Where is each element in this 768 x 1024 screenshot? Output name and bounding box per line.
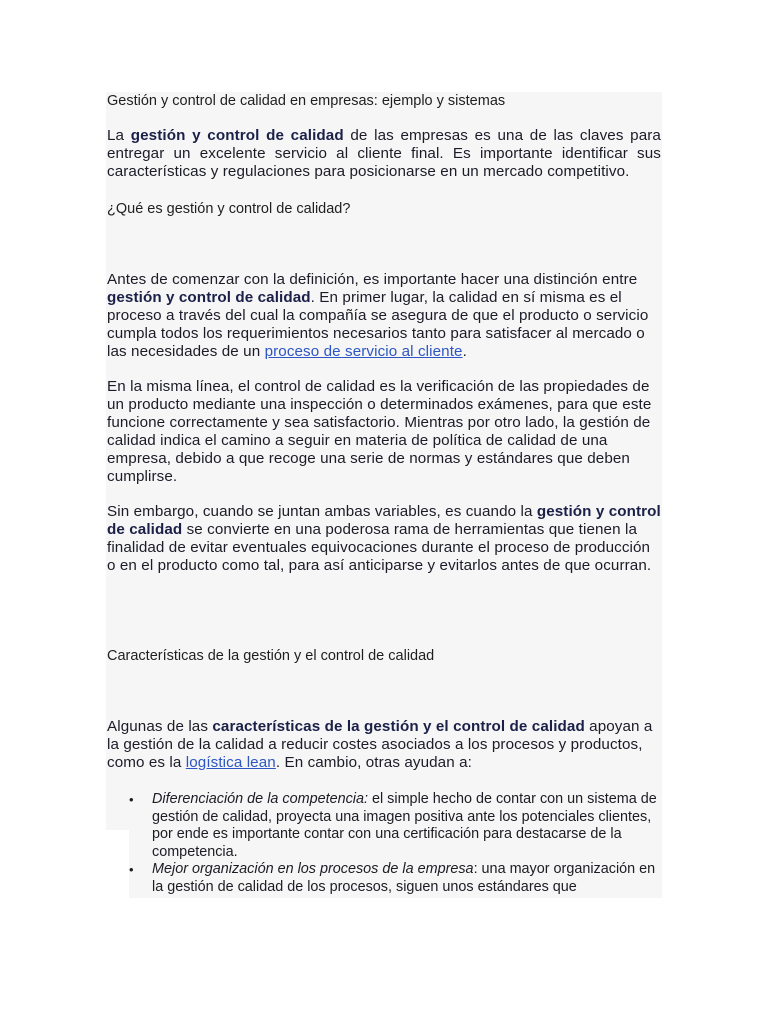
list-item-text: el simple hecho de contar con un sistema de gestión de calidad, proyecta una imagen positiva ante los potenciales clientes, por ende es importante contar con una certificación para destacarse de la competencia. bbox=[152, 791, 657, 860]
para3-bold: gestión y control de calidad bbox=[107, 503, 661, 538]
intro-bold: gestión y control de calidad bbox=[130, 127, 344, 144]
para1-bold: gestión y control de calidad bbox=[107, 289, 311, 306]
para4-text-1: Algunas de las bbox=[107, 718, 213, 735]
para4-text-2: apoyan a la gestión de la calidad a reducir costes asociados a los procesos y productos, como es la bbox=[107, 718, 653, 771]
list-item-term: Mejor organización en los procesos de la empresa bbox=[152, 861, 474, 877]
para3-text-1: Sin embargo, cuando se juntan ambas variables, es cuando la bbox=[107, 503, 537, 520]
customer-service-process-link[interactable]: proceso de servicio al cliente bbox=[264, 343, 463, 360]
list-item bbox=[152, 861, 662, 896]
characteristics-list bbox=[106, 791, 662, 896]
intro-text-2: de las empresas es una de las claves para entregar un excelente servicio al cliente final. Es importante identificar sus características y regulaciones para posicionarse en un mercado competitivo. bbox=[107, 127, 661, 180]
intro-text-1: La bbox=[107, 127, 131, 144]
para1-text-3: . bbox=[462, 343, 467, 360]
para4-text-3: . En cambio, otras ayudan a: bbox=[275, 754, 472, 771]
para1-text-2: . En primer lugar, la calidad en sí misma es el proceso a través del cual la compañía se asegura de que el producto o servicio cumpla todos los requerimientos necesarios tanto para satisfacer al mercado o las necesidades de un bbox=[107, 289, 649, 360]
characteristics-paragraph bbox=[107, 718, 655, 772]
lean-logistics-link[interactable]: logística lean bbox=[185, 754, 276, 771]
para4-bold: características de la gestión y el control de calidad bbox=[212, 718, 585, 735]
control-paragraph: En la misma línea, el control de calidad es la verificación de las propiedades de un producto mediante una inspección o determinados exámenes, para que este funcione correctamente y sea satisfactorio. Mientras por otro lado, la gestión de calidad indica el camino a seguir en materia de política de calidad de una empresa, debido a que recoge una serie de normas y estándares que deben cumplirse. bbox=[107, 378, 652, 485]
definition-paragraph bbox=[107, 271, 661, 361]
para1-text-1: Antes de comenzar con la definición, es importante hacer una distinción entre bbox=[107, 271, 638, 288]
section-heading-definition: ¿Qué es gestión y control de calidad? bbox=[107, 201, 351, 217]
section-heading-characteristics: Características de la gestión y el control de calidad bbox=[107, 648, 435, 664]
combined-paragraph bbox=[107, 503, 661, 575]
list-item-text: : una mayor organización en la gestión de calidad de los procesos, siguen unos estándares que bbox=[152, 861, 656, 895]
page-title: Gestión y control de calidad en empresas: ejemplo y sistemas bbox=[107, 93, 506, 109]
intro-paragraph bbox=[107, 127, 661, 181]
list-item bbox=[152, 791, 662, 861]
para3-text-2: se convierte en una poderosa rama de herramientas que tienen la finalidad de evitar eventuales equivocaciones durante el proceso de producción o en el producto como tal, para así anticiparse y evitarlos antes de que ocurran. bbox=[107, 521, 652, 574]
list-item-term: Diferenciación de la competencia: bbox=[152, 791, 368, 807]
